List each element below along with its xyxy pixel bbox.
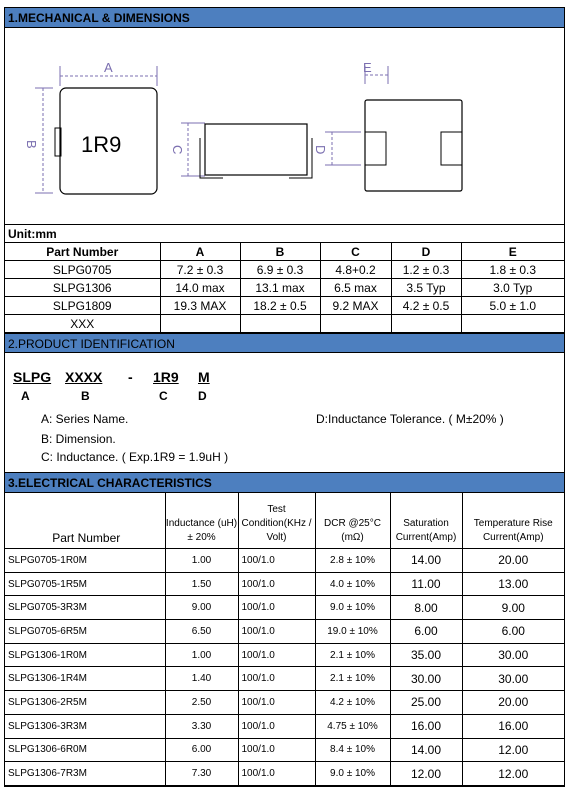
cell: SLPG1306-1R0M [5, 643, 165, 667]
cell: 6.00 [390, 620, 462, 644]
bottom-view [313, 60, 462, 191]
cell: 9.0 ± 10% [315, 762, 390, 786]
code-series: SLPG [13, 369, 52, 385]
table-row [5, 762, 564, 786]
cell: SLPG1306-7R3M [5, 762, 165, 786]
col-header: Inductance (uH) ± 20% [165, 493, 238, 549]
cell: 11.00 [390, 572, 462, 596]
cell: 4.8+0.2 [320, 261, 391, 279]
cell: 9.2 MAX [320, 297, 391, 315]
cell: 9.00 [165, 596, 238, 620]
cell: 1.40 [165, 667, 238, 691]
cell: 100/1.0 [238, 667, 315, 691]
col-header: Part Number [5, 243, 160, 261]
cell: 100/1.0 [238, 620, 315, 644]
cell [391, 315, 461, 333]
cell: 18.2 ± 0.5 [240, 297, 320, 315]
side-view [170, 123, 312, 178]
cell: 9.00 [462, 596, 564, 620]
cell: 100/1.0 [238, 691, 315, 715]
col-header: C [320, 243, 391, 261]
table-row [5, 297, 564, 315]
code-letter-a: A [21, 389, 30, 403]
code-tolerance: M [198, 369, 210, 385]
table-row [5, 596, 564, 620]
table-row [5, 279, 564, 297]
cell: 1.8 ± 0.3 [461, 261, 564, 279]
cell: 3.0 Typ [461, 279, 564, 297]
cell: 14.00 [390, 738, 462, 762]
cell: 5.0 ± 1.0 [461, 297, 564, 315]
unit-label: Unit:mm [5, 225, 564, 243]
cell: 8.4 ± 10% [315, 738, 390, 762]
cell: SLPG1306 [5, 279, 160, 297]
datasheet [4, 7, 565, 787]
cell: 100/1.0 [238, 549, 315, 573]
cell: 25.00 [390, 691, 462, 715]
desc-inductance: C: Inductance. ( Exp.1R9 = 1.9uH ) [41, 450, 229, 464]
cell: 30.00 [462, 643, 564, 667]
cell: SLPG0705-6R5M [5, 620, 165, 644]
cell: 2.8 ± 10% [315, 549, 390, 573]
cell: 16.00 [462, 714, 564, 738]
cell: 1.00 [165, 643, 238, 667]
cell: SLPG0705-3R3M [5, 596, 165, 620]
cell: 35.00 [390, 643, 462, 667]
cell: SLPG1306-2R5M [5, 691, 165, 715]
cell: 7.30 [165, 762, 238, 786]
cell: 30.00 [390, 667, 462, 691]
cell: 1.00 [165, 549, 238, 573]
section-mechanical-title: 1.MECHANICAL & DIMENSIONS [5, 8, 564, 28]
inductor-drawing [5, 28, 564, 224]
table-row [5, 572, 564, 596]
cell: 3.30 [165, 714, 238, 738]
code-dash: - [128, 369, 133, 385]
electrical-header-row [5, 493, 564, 549]
col-header: Saturation Current(Amp) [390, 493, 462, 549]
cell: 100/1.0 [238, 572, 315, 596]
code-inductance: 1R9 [153, 369, 179, 385]
cell: 12.00 [462, 738, 564, 762]
cell: 6.5 max [320, 279, 391, 297]
code-dimension: XXXX [65, 369, 103, 385]
cell [240, 315, 320, 333]
cell: 6.50 [165, 620, 238, 644]
electrical-table [5, 493, 564, 786]
cell: 20.00 [462, 549, 564, 573]
desc-dimension: B: Dimension. [41, 432, 116, 446]
dim-label-b: B [24, 140, 39, 149]
cell: 20.00 [462, 691, 564, 715]
table-row [5, 667, 564, 691]
table-row [5, 714, 564, 738]
cell: 12.00 [390, 762, 462, 786]
dim-label-c: C [170, 145, 185, 155]
table-row [5, 549, 564, 573]
cell: 4.2 ± 0.5 [391, 297, 461, 315]
cell [160, 315, 240, 333]
cell: 16.00 [390, 714, 462, 738]
cell: 7.2 ± 0.3 [160, 261, 240, 279]
cell: 100/1.0 [238, 643, 315, 667]
col-header: B [240, 243, 320, 261]
code-letter-b: B [81, 389, 90, 403]
desc-series: A: Series Name. [41, 412, 129, 426]
product-identification [5, 353, 564, 473]
cell: 6.00 [462, 620, 564, 644]
cell: 19.0 ± 10% [315, 620, 390, 644]
cell: SLPG1809 [5, 297, 160, 315]
cell [461, 315, 564, 333]
part-marking: 1R9 [81, 132, 122, 157]
desc-tolerance: D:Inductance Tolerance. ( M±20% ) [316, 412, 504, 426]
cell: 1.50 [165, 572, 238, 596]
cell: 14.00 [390, 549, 462, 573]
table-row [5, 315, 564, 333]
cell: 100/1.0 [238, 762, 315, 786]
table-row [5, 620, 564, 644]
cell: 14.0 max [160, 279, 240, 297]
table-row [5, 643, 564, 667]
cell: 1.2 ± 0.3 [391, 261, 461, 279]
col-header: Temperature Rise Current(Amp) [462, 493, 564, 549]
cell: 100/1.0 [238, 738, 315, 762]
cell: 13.1 max [240, 279, 320, 297]
cell: 4.75 ± 10% [315, 714, 390, 738]
dimensions-table [5, 243, 564, 333]
top-view [24, 60, 157, 194]
cell: 2.50 [165, 691, 238, 715]
col-header: Test Condition(KHz / Volt) [238, 493, 315, 549]
cell: 9.0 ± 10% [315, 596, 390, 620]
cell: 13.00 [462, 572, 564, 596]
section-electrical-title: 3.ELECTRICAL CHARACTERISTICS [5, 473, 564, 493]
cell: SLPG0705-1R0M [5, 549, 165, 573]
cell: 2.1 ± 10% [315, 667, 390, 691]
cell: SLPG1306-3R3M [5, 714, 165, 738]
table-row [5, 261, 564, 279]
col-header: DCR @25°C (mΩ) [315, 493, 390, 549]
cell: 100/1.0 [238, 714, 315, 738]
col-header: Part Number [5, 493, 165, 549]
cell: 30.00 [462, 667, 564, 691]
dim-label-d: D [313, 145, 328, 155]
cell: SLPG1306-6R0M [5, 738, 165, 762]
cell: 4.2 ± 10% [315, 691, 390, 715]
cell [320, 315, 391, 333]
cell: 4.0 ± 10% [315, 572, 390, 596]
dim-label-e: E [363, 60, 372, 75]
cell: SLPG0705 [5, 261, 160, 279]
cell: SLPG0705-1R5M [5, 572, 165, 596]
dim-label-a: A [104, 60, 113, 75]
cell: 12.00 [462, 762, 564, 786]
cell: 6.9 ± 0.3 [240, 261, 320, 279]
cell: SLPG1306-1R4M [5, 667, 165, 691]
cell: 19.3 MAX [160, 297, 240, 315]
cell: 8.00 [390, 596, 462, 620]
table-row [5, 691, 564, 715]
cell: 100/1.0 [238, 596, 315, 620]
col-header: A [160, 243, 240, 261]
cell: 2.1 ± 10% [315, 643, 390, 667]
col-header: E [461, 243, 564, 261]
code-letter-c: C [159, 389, 168, 403]
dimensions-header-row [5, 243, 564, 261]
dimension-drawing [5, 28, 564, 225]
section-product-id-title: 2.PRODUCT IDENTIFICATION [5, 333, 564, 353]
col-header: D [391, 243, 461, 261]
code-letter-d: D [198, 389, 207, 403]
cell: 6.00 [165, 738, 238, 762]
cell: 3.5 Typ [391, 279, 461, 297]
cell: XXX [5, 315, 160, 333]
